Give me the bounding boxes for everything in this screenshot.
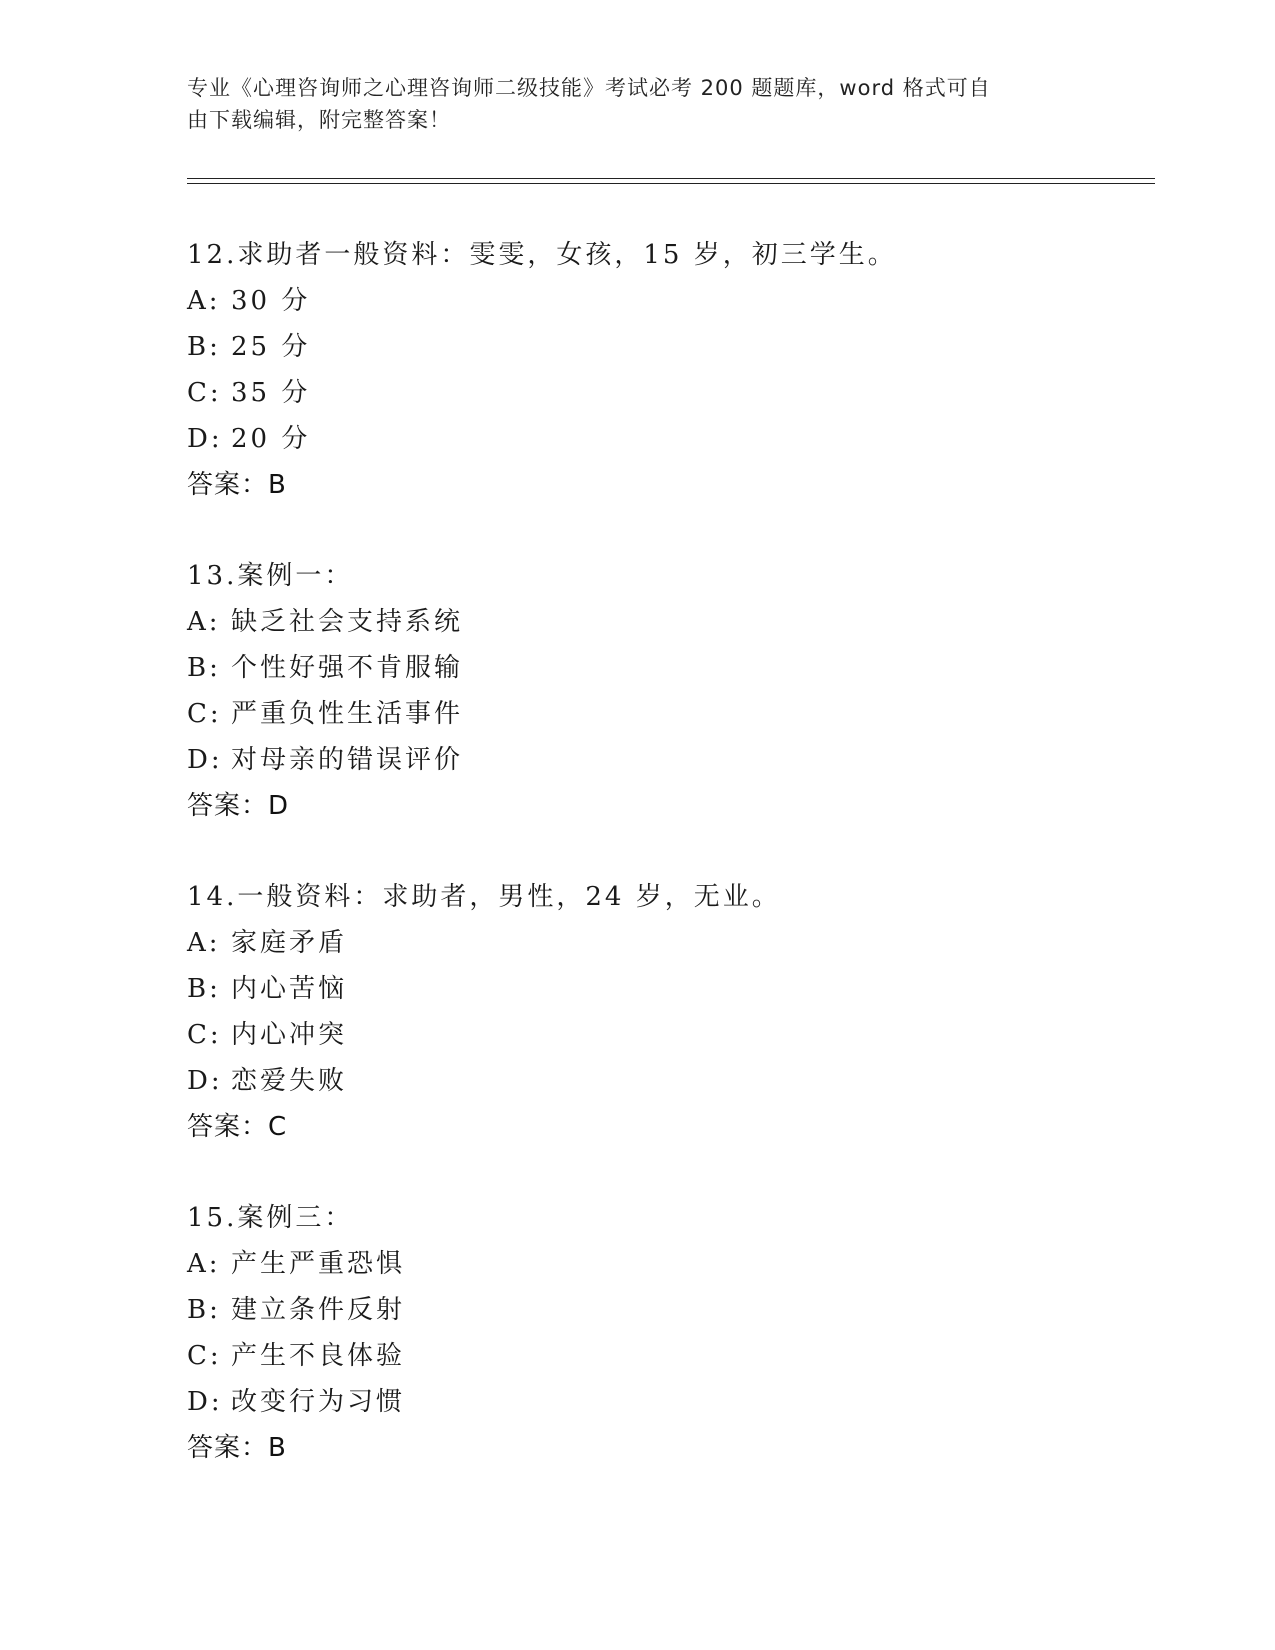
- option-key: B:: [187, 332, 221, 362]
- option-d: [187, 1058, 1147, 1104]
- header-line-1: 专业《心理咨询师之心理咨询师二级技能》考试必考 200 题题库，word 格式可自: [187, 76, 991, 100]
- option-key: D:: [187, 745, 223, 775]
- option-a: [187, 599, 1147, 645]
- option-b: [187, 1287, 1147, 1333]
- option-b: [187, 966, 1147, 1012]
- option-text: 20 分: [231, 424, 311, 454]
- option-text: 25 分: [231, 332, 311, 362]
- question-stem: 13.案例一：: [187, 561, 354, 591]
- option-key: A:: [187, 1249, 221, 1279]
- option-text: 建立条件反射: [231, 1295, 406, 1325]
- document-header: [187, 72, 1067, 136]
- option-text: 30 分: [231, 286, 311, 316]
- option-key: A:: [187, 607, 221, 637]
- option-d: [187, 416, 1147, 462]
- option-b: [187, 645, 1147, 691]
- option-a: [187, 278, 1147, 324]
- option-text: 个性好强不肯服输: [231, 653, 464, 683]
- option-key: C:: [187, 1341, 222, 1371]
- answer: 答案：C: [187, 1112, 288, 1142]
- option-text: 35 分: [231, 378, 311, 408]
- question-stem: 12.求助者一般资料：雯雯，女孩，15 岁，初三学生。: [187, 240, 897, 270]
- option-key: A:: [187, 286, 221, 316]
- option-text: 产生不良体验: [231, 1341, 406, 1371]
- header-line-2: 由下载编辑，附完整答案！: [187, 108, 451, 132]
- question-list: [187, 232, 1147, 1516]
- option-a: [187, 920, 1147, 966]
- option-d: [187, 737, 1147, 783]
- option-key: C:: [187, 1020, 222, 1050]
- option-text: 产生严重恐惧: [231, 1249, 406, 1279]
- option-a: [187, 1241, 1147, 1287]
- option-key: B:: [187, 653, 221, 683]
- option-text: 严重负性生活事件: [231, 699, 464, 729]
- question-stem: 15.案例三：: [187, 1203, 354, 1233]
- option-key: A:: [187, 928, 221, 958]
- answer: 答案：D: [187, 791, 290, 821]
- option-text: 对母亲的错误评价: [231, 745, 464, 775]
- option-text: 家庭矛盾: [231, 928, 348, 958]
- option-key: D:: [187, 1387, 223, 1417]
- question-12: [187, 232, 1147, 553]
- question-stem: 14.一般资料：求助者，男性，24 岁，无业。: [187, 882, 781, 912]
- option-c: [187, 1333, 1147, 1379]
- option-key: C:: [187, 699, 222, 729]
- option-text: 恋爱失败: [231, 1066, 348, 1096]
- option-key: B:: [187, 974, 221, 1004]
- option-c: [187, 1012, 1147, 1058]
- option-c: [187, 370, 1147, 416]
- header-divider-bottom: [187, 183, 1155, 184]
- question-14: [187, 874, 1147, 1195]
- option-key: D:: [187, 424, 223, 454]
- option-text: 缺乏社会支持系统: [231, 607, 464, 637]
- option-b: [187, 324, 1147, 370]
- option-text: 内心冲突: [231, 1020, 348, 1050]
- option-key: D:: [187, 1066, 223, 1096]
- question-15: [187, 1195, 1147, 1516]
- option-d: [187, 1379, 1147, 1425]
- option-c: [187, 691, 1147, 737]
- header-divider-top: [187, 178, 1155, 179]
- answer: 答案：B: [187, 470, 287, 500]
- option-key: B:: [187, 1295, 221, 1325]
- option-text: 改变行为习惯: [231, 1387, 406, 1417]
- question-13: [187, 553, 1147, 874]
- answer: 答案：B: [187, 1433, 287, 1463]
- option-key: C:: [187, 378, 222, 408]
- option-text: 内心苦恼: [231, 974, 348, 1004]
